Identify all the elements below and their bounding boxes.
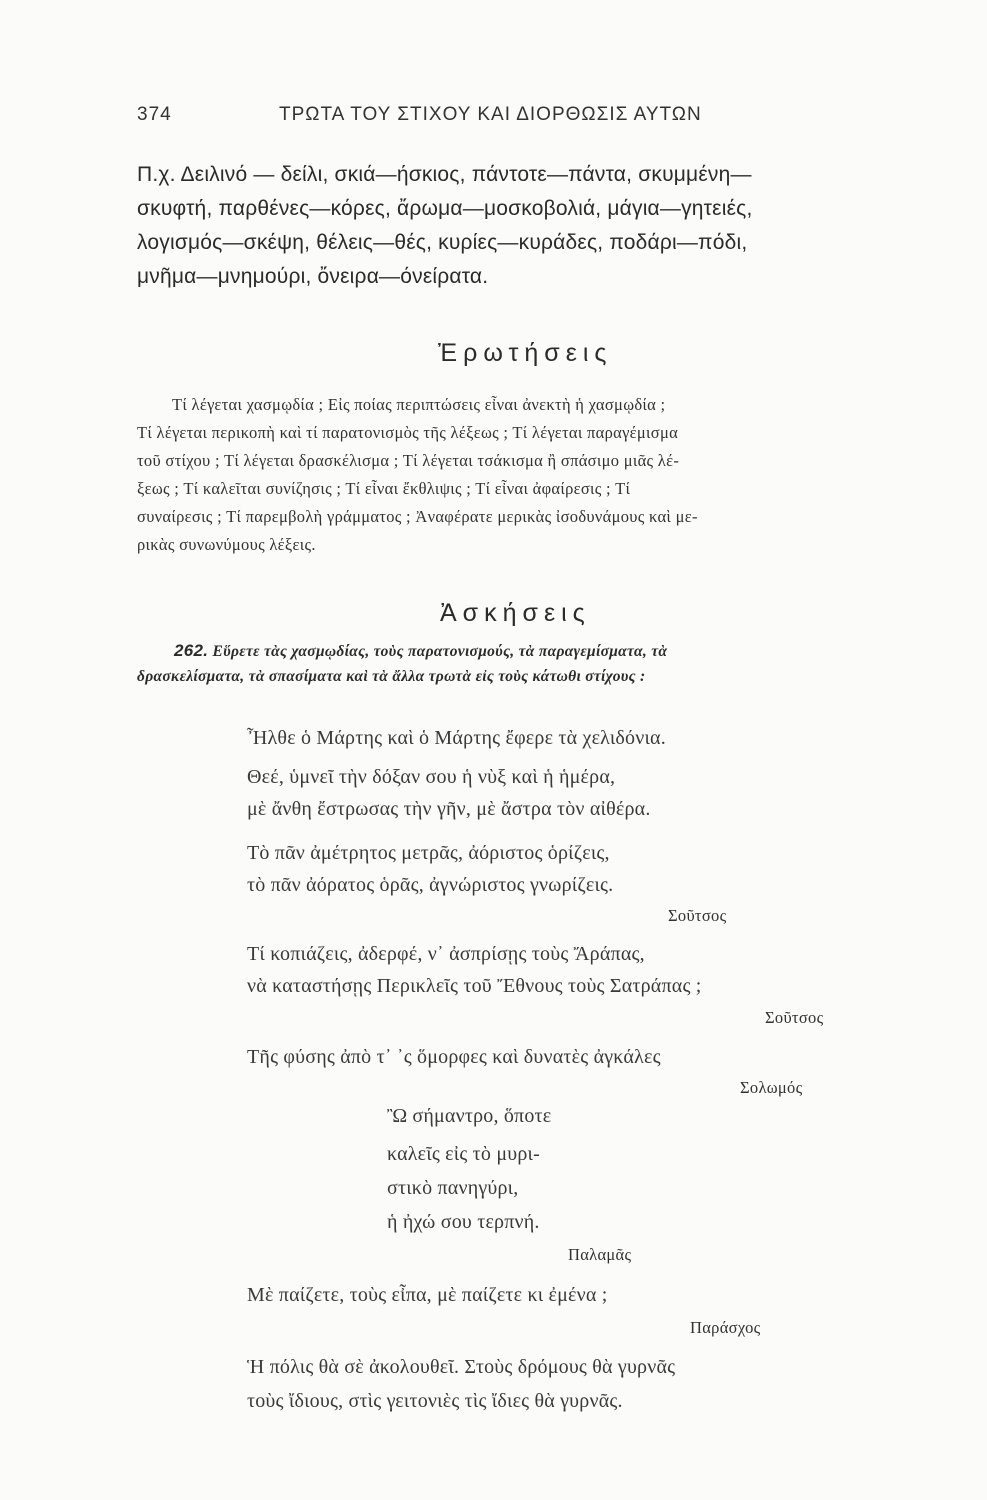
question-line-3: τοῦ στίχου ; Τί λέγεται δρασκέλισμα ; Τί λέγεται τσάκισμα ἢ σπάσιμο μιᾶς λέ- <box>137 451 680 470</box>
verse-1: Ἦλθε ὁ Μάρτης καὶ ὁ Μάρτης ἔφερε τὰ χελιδόνια. <box>247 727 666 749</box>
question-line-5: συναίρεσις ; Τί παρεμβολὴ γράμματος ; Ἀναφέρατε μερικὰς ἰσοδυνάμους καὶ με- <box>137 507 698 526</box>
verse-12: ἡ ἠχώ σου τερπνή. <box>387 1211 540 1233</box>
intro-line-1: Π.χ. Δειλινό — δείλι, σκιά—ήσκιος, πάντοτε—πάντα, σκυμμένη— <box>137 163 752 186</box>
verse-7: νὰ καταστήσῃς Περικλεῖς τοῦ Ἔθνους τοὺς Σατράπας ; <box>247 975 702 997</box>
question-line-1: Τί λέγεται χασμῳδία ; Εἰς ποίας περιπτώσεις εἶναι ἀνεκτὴ ἡ χασμῳδία ; <box>172 395 666 414</box>
running-title: ΤΡΩΤΑ ΤΟΥ ΣΤΙΧΟΥ ΚΑΙ ΔΙΟΡΘΩΣΙΣ ΑΥΤΩΝ <box>279 104 702 125</box>
page-number: 374 <box>137 104 172 125</box>
verse-3: μὲ ἄνθη ἔστρωσας τὴν γῆν, μὲ ἄστρα τὸν αἰθέρα. <box>247 798 651 820</box>
verse-9: Ὢ σήμαντρο, ὅποτε <box>387 1105 552 1127</box>
verse-author-4: Παλαμᾶς <box>568 1245 632 1264</box>
verse-author-5: Παράσχος <box>690 1318 761 1337</box>
verse-11: στικὸ πανηγύρι, <box>387 1177 519 1199</box>
intro-line-3: λογισμός—σκέψη, θέλεις—θές, κυρίες—κυράδες, ποδάρι—πόδι, <box>137 231 748 254</box>
verse-13: Μὲ παίζετε, τοὺς εἶπα, μὲ παίζετε κι ἐμένα ; <box>247 1284 608 1306</box>
verse-5: τὸ πᾶν ἀόρατος ὁρᾶς, ἀγνώριστος γνωρίζεις. <box>247 874 614 896</box>
intro-line-2: σκυφτή, παρθένες—κόρες, ἄρωμα—μοσκοβολιά, μάγια—γητειές, <box>137 197 753 220</box>
question-line-2: Τί λέγεται περικοπὴ καὶ τί παρατονισμὸς τῆς λέξεως ; Τί λέγεται παραγέμισμα <box>137 423 679 442</box>
verse-10: καλεῖς εἰς τὸ μυρι- <box>387 1143 540 1165</box>
questions-heading: Ἐρωτήσεις <box>438 339 613 367</box>
question-line-4: ξεως ; Τί καλεῖται συνίζησις ; Τί εἶναι ἔκθλιψις ; Τί εἶναι ἀφαίρεσις ; Τί <box>137 479 631 498</box>
exercise-instruction-line-1 <box>174 641 667 661</box>
exercise-number: 262. <box>174 641 209 660</box>
verse-15: τοὺς ἴδιους, στὶς γειτονιὲς τὶς ἴδιες θὰ γυρνᾶς. <box>247 1390 623 1412</box>
verse-14: Ἡ πόλις θὰ σὲ ἀκολουθεῖ. Στοὺς δρόμους θὰ γυρνᾶς <box>247 1356 676 1378</box>
exercise-text-1: Εὕρετε τὰς χασμῳδίας, τοὺς παρατονισμούς, τὰ παραγεμίσματα, τὰ <box>212 643 668 660</box>
verse-8: Τῆς φύσης ἀπὸ τ᾽ ᾽ς ὅμορφες καὶ δυνατὲς ἀγκάλες <box>247 1046 661 1068</box>
verse-2: Θεέ, ὑμνεῖ τὴν δόξαν σου ἡ νὺξ καὶ ἡ ἡμέρα, <box>247 766 616 788</box>
verse-author-1: Σοῦτσος <box>668 906 727 925</box>
verse-6: Τί κοπιάζεις, ἀδερφέ, ν᾽ ἀσπρίσῃς τοὺς Ἄράπας, <box>247 943 645 965</box>
verse-4: Τὸ πᾶν ἀμέτρητος μετρᾶς, ἀόριστος ὁρίζεις, <box>247 842 610 864</box>
exercise-instruction-line-2: δρασκελίσματα, τὰ σπασίματα καὶ τὰ ἄλλα τρωτὰ εἰς τοὺς κάτωθι στίχους : <box>137 668 646 685</box>
verse-author-3: Σολωμός <box>740 1078 803 1097</box>
exercises-heading: Ἀσκήσεις <box>440 599 591 627</box>
intro-line-4: μνῆμα—μνημούρι, ὄνειρα—όνείρατα. <box>137 265 489 288</box>
question-line-6: ρικὰς συνωνύμους λέξεις. <box>137 535 316 554</box>
verse-author-2: Σοῦτσος <box>765 1008 824 1027</box>
